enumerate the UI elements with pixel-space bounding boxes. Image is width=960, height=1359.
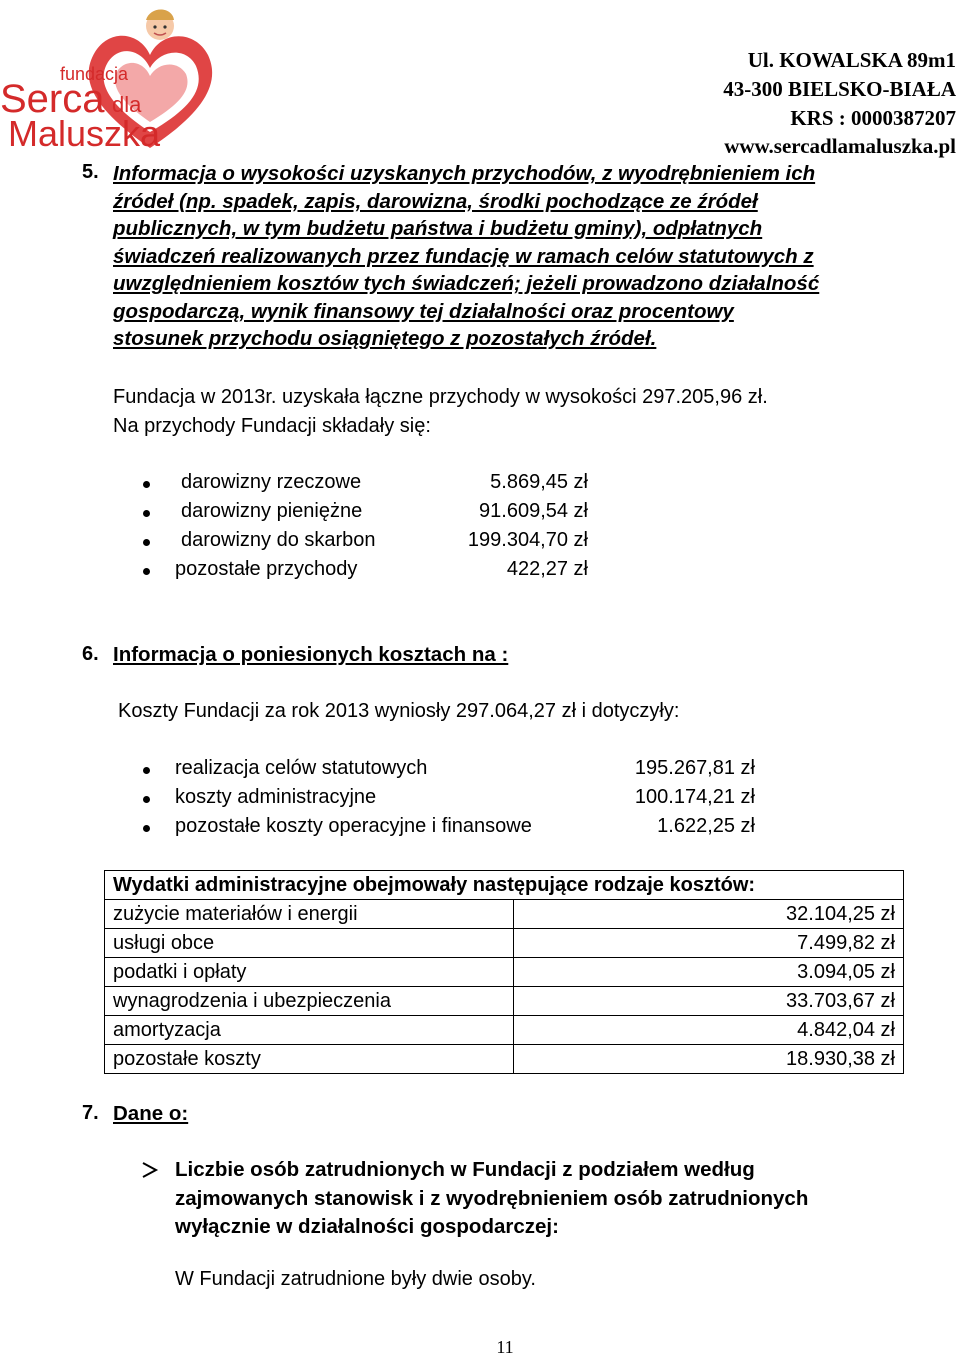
address-krs: KRS : 0000387207 (790, 106, 956, 130)
employment-subheading-line: wyłącznie w działalności gospodarczej: (175, 1215, 559, 1238)
logo-text-dla: dla (112, 92, 142, 117)
section-5-heading-line: publicznych, w tym budżetu państwa i budżetu gminy), odpłatnych (113, 217, 763, 240)
admin-costs-table (104, 870, 904, 1074)
table-cell-category: podatki i opłaty (105, 958, 514, 987)
revenue-item-label: darowizny do skarbon (181, 529, 376, 551)
logo-text-serca: Serca (0, 77, 105, 121)
section-5-heading-line: gospodarczą, wynik finansowy tej działalności oraz procentowy (113, 299, 734, 323)
bullet-icon (143, 568, 150, 575)
employment-text: W Fundacji zatrudnione były dwie osoby. (175, 1268, 536, 1290)
baby-icon (146, 10, 174, 41)
cost-item-value: 195.267,81 zł (634, 757, 755, 779)
section-5-heading-line: uwzględnieniem kosztów tych świadczeń; jeżeli prowadzono działalność (113, 272, 820, 295)
cost-item-value: 1.622,25 zł (657, 815, 755, 837)
costs-total-text: Koszty Fundacji za rok 2013 wyniosły 297.064,27 zł i dotyczyły: (118, 700, 680, 722)
section-5-heading (113, 160, 958, 353)
revenue-item-label: darowizny pieniężne (181, 500, 363, 522)
table-header-row (105, 871, 904, 900)
bullet-icon (143, 481, 150, 488)
section-7-heading: Dane o: (113, 1102, 189, 1125)
table-row (105, 929, 904, 958)
cost-item-value: 100.174,21 zł (634, 786, 755, 808)
table-cell-category: zużycie materiałów i energii (105, 900, 514, 929)
cost-item-label: realizacja celów statutowych (175, 757, 428, 779)
table-cell-category: amortyzacja (105, 1016, 514, 1045)
table-header: Wydatki administracyjne obejmowały następujące rodzaje kosztów: (105, 871, 904, 900)
revenue-item-value: 199.304,70 zł (467, 529, 588, 551)
employment-subheading (175, 1156, 808, 1242)
bullet-icon (143, 539, 150, 546)
revenue-total-text: Fundacja w 2013r. uzyskała łączne przychody w wysokości 297.205,96 zł. (113, 386, 768, 408)
section-7-number: 7. (82, 1102, 99, 1124)
employment-subheading-line: zajmowanych stanowisk i z wyodrębnieniem osób zatrudnionych (175, 1186, 809, 1210)
table-cell-amount: 4.842,04 zł (514, 1016, 904, 1045)
revenue-item-value: 91.609,54 zł (479, 500, 588, 522)
revenue-item-label: pozostałe przychody (175, 558, 358, 580)
bullet-icon (143, 767, 150, 774)
bullet-icon (143, 825, 150, 832)
table-cell-amount: 32.104,25 zł (514, 900, 904, 929)
table-cell-amount: 33.703,67 zł (514, 987, 904, 1016)
table-row (105, 900, 904, 929)
section-6-number: 6. (82, 643, 99, 665)
section-5-number: 5. (82, 161, 99, 183)
page-number: 11 (496, 1337, 514, 1357)
arrow-bullet-icon (141, 1161, 159, 1179)
table-row (105, 1045, 904, 1074)
employment-subheading-line: Liczbie osób zatrudnionych w Fundacji z podziałem według (175, 1158, 755, 1181)
bullet-icon (143, 510, 150, 517)
table-cell-category: usługi obce (105, 929, 514, 958)
section-5-heading-line: świadczeń realizowanych przez fundację w ramach celów statutowych z (113, 244, 814, 268)
revenue-composition-text: Na przychody Fundacji składały się: (113, 415, 431, 437)
revenue-item-value: 5.869,45 zł (490, 471, 588, 493)
cost-item-label: koszty administracyjne (175, 786, 377, 808)
table-row (105, 958, 904, 987)
address-city: 43-300 BIELSKO-BIAŁA (723, 77, 956, 101)
revenue-item-value: 422,27 zł (506, 558, 588, 580)
address-street: Ul. KOWALSKA 89m1 (747, 48, 956, 72)
section-6-heading: Informacja o poniesionych kosztach na : (113, 643, 509, 666)
table-row (105, 1016, 904, 1045)
revenue-item-label: darowizny rzeczowe (181, 471, 362, 493)
section-5-heading-line: stosunek przychodu osiągniętego z pozostałych źródeł. (113, 327, 657, 350)
logo-text-maluszka: Maluszka (8, 113, 161, 152)
logo-text-fundacja: fundacja (60, 64, 129, 84)
bullet-icon (143, 796, 150, 803)
cost-item-label: pozostałe koszty operacyjne i finansowe (175, 815, 532, 837)
section-5-heading-line: źródeł (np. spadek, zapis, darowizna, środki pochodzące ze źródeł (113, 189, 758, 213)
table-row (105, 987, 904, 1016)
table-cell-amount: 18.930,38 zł (514, 1045, 904, 1074)
foundation-logo (0, 0, 220, 152)
address-website: www.sercadlamaluszka.pl (724, 134, 956, 158)
section-5-heading-line: Informacja o wysokości uzyskanych przychodów, z wyodrębnieniem ich (113, 162, 816, 185)
table-cell-category: pozostałe koszty (105, 1045, 514, 1074)
table-cell-amount: 3.094,05 zł (514, 958, 904, 987)
table-cell-amount: 7.499,82 zł (514, 929, 904, 958)
table-cell-category: wynagrodzenia i ubezpieczenia (105, 987, 514, 1016)
